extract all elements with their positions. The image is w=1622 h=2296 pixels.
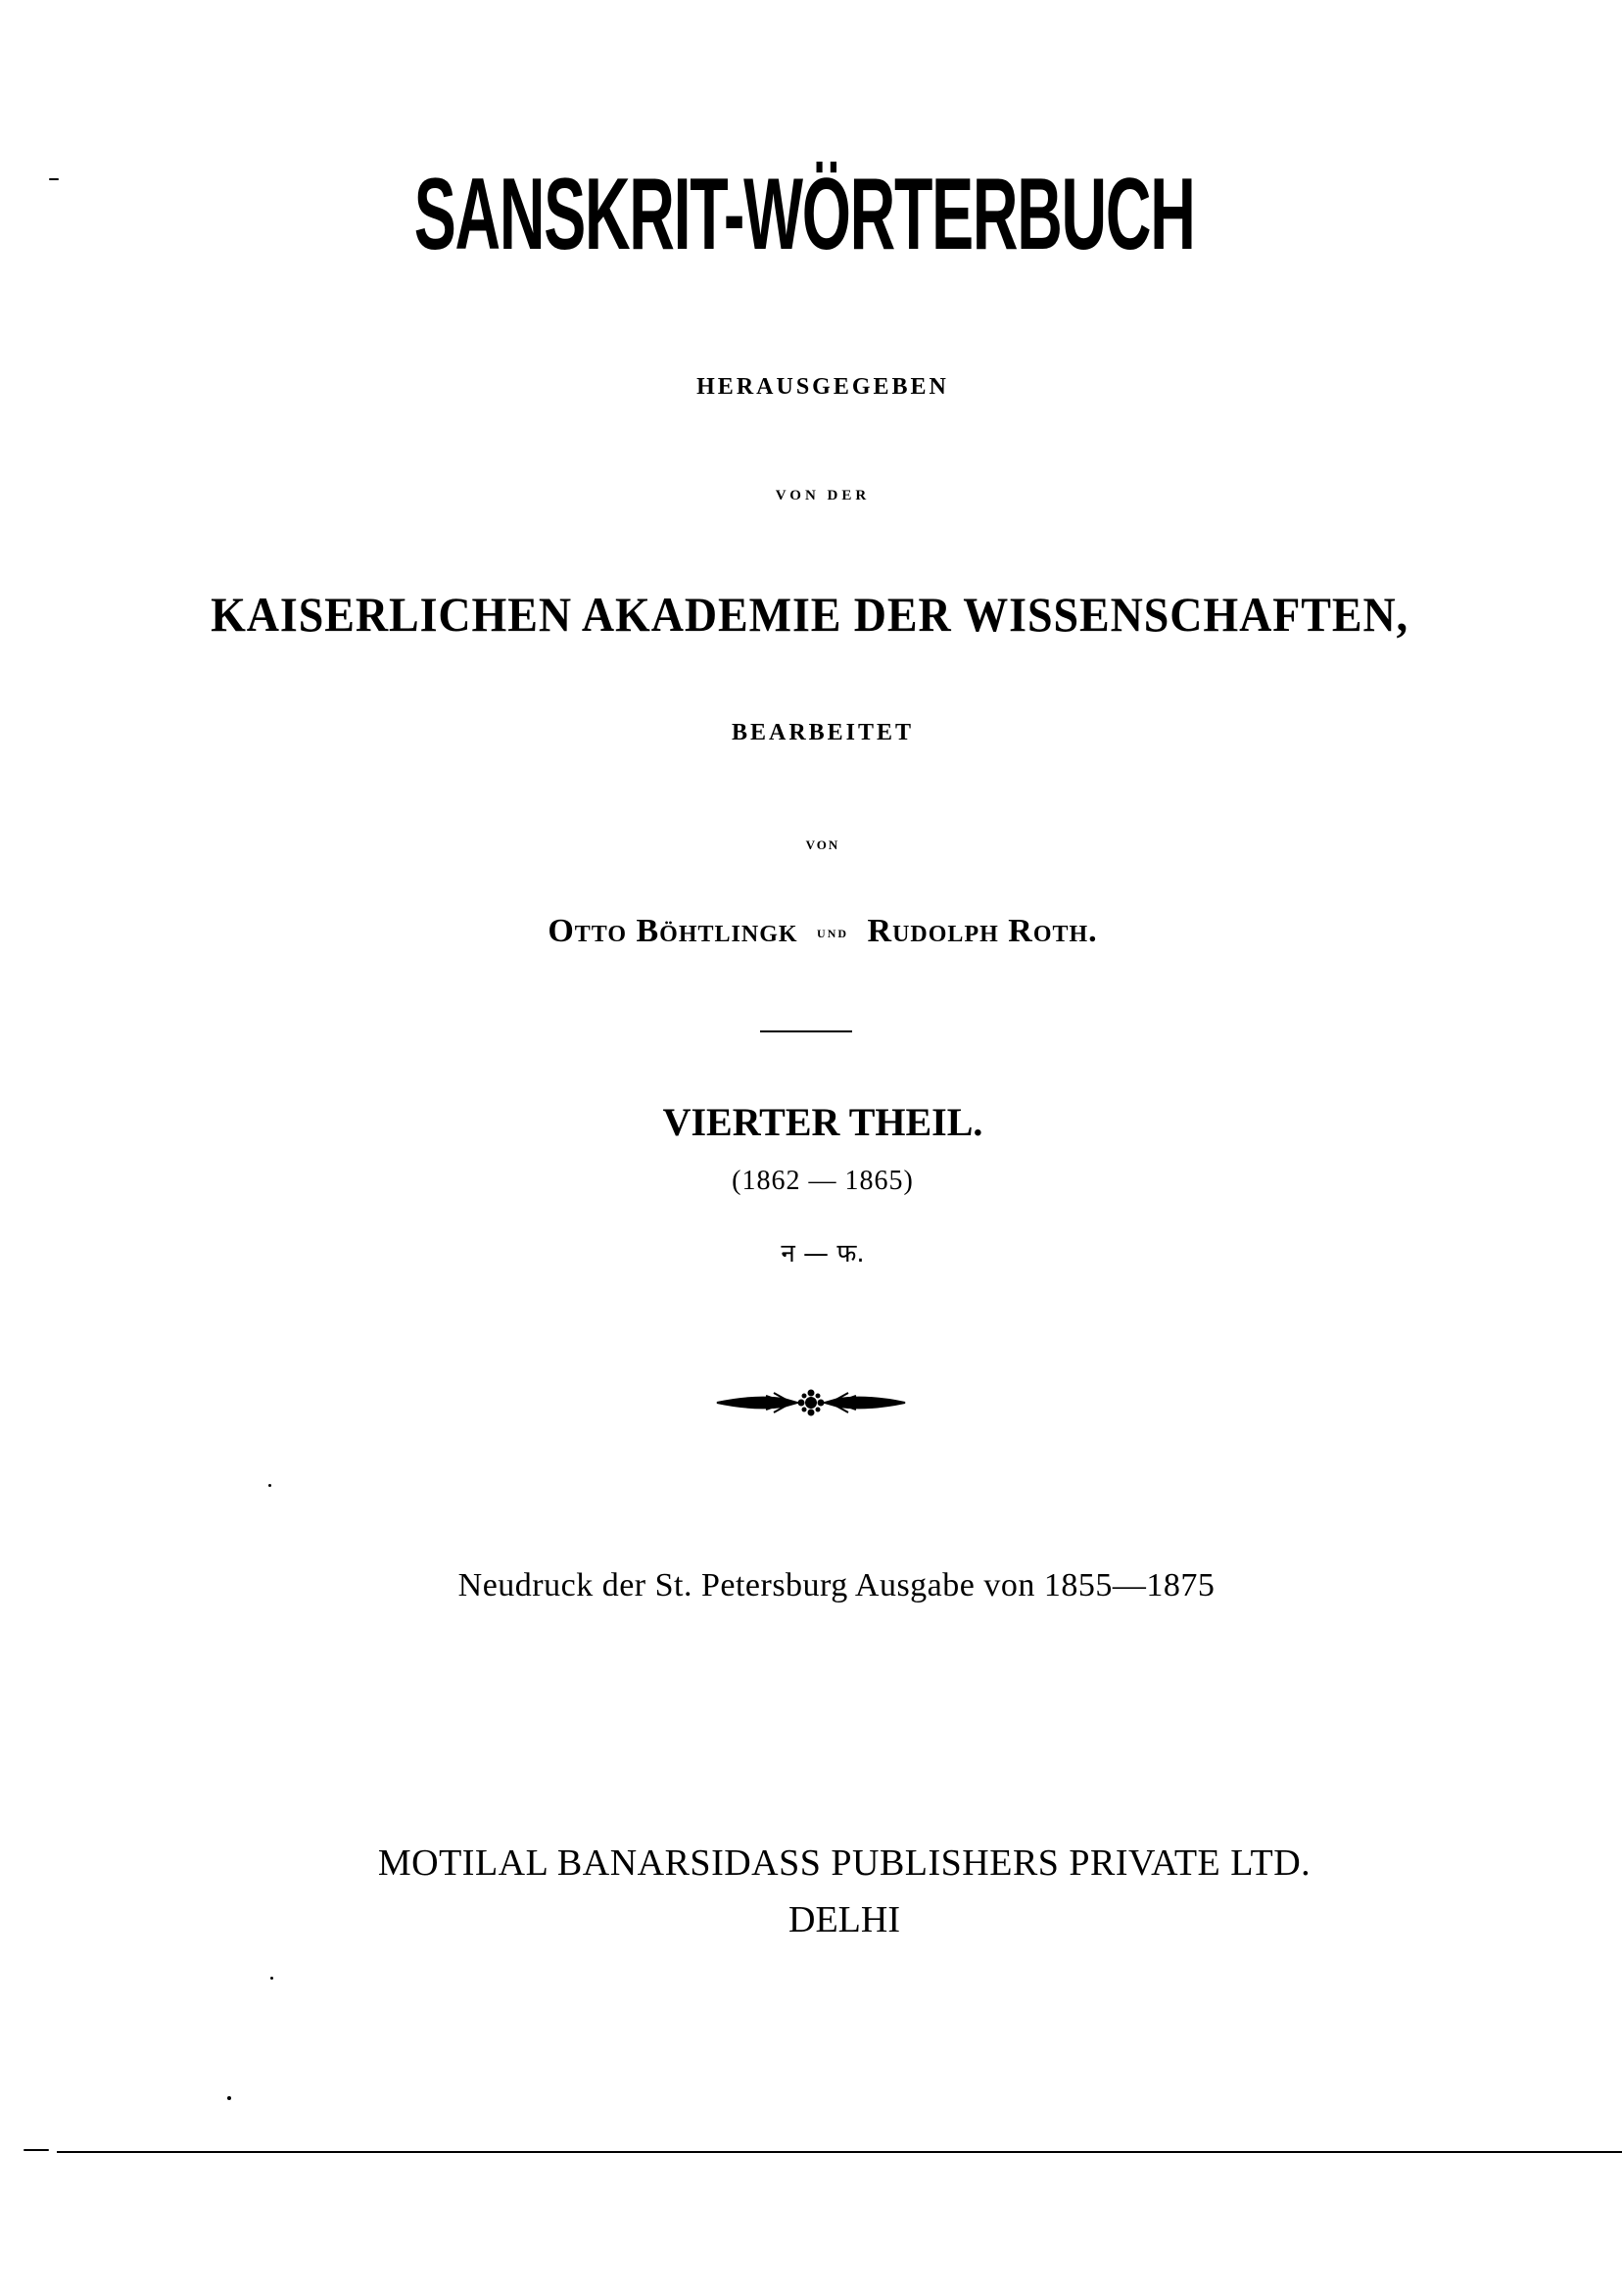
scan-speck: [227, 2096, 231, 2100]
scan-speck: [270, 1977, 273, 1980]
author-roth: Rudolph Roth.: [867, 913, 1098, 949]
reprint-note: Neudruck der St. Petersburg Ausgabe von 1855—1875: [457, 1567, 1216, 1603]
scan-speck: [49, 178, 59, 180]
scan-speck: [24, 2149, 49, 2151]
main-title: SANSKRIT-WÖRTERBUCH: [413, 158, 1195, 271]
volume-title: VIERTER THEIL.: [662, 1100, 983, 1144]
short-divider: [760, 1030, 852, 1032]
edited-by-label: HERAUSGEGEBEN: [696, 374, 949, 400]
publisher-name: MOTILAL BANARSIDASS PUBLISHERS PRIVATE LTD.: [377, 1842, 1312, 1884]
scan-speck: [268, 1484, 271, 1487]
und-label: UND: [817, 926, 849, 940]
von-der-label: VON DER: [775, 488, 871, 503]
ornament-icon: [715, 1386, 907, 1419]
bottom-rule: [57, 2151, 1622, 2153]
publisher-city: DELHI: [788, 1899, 900, 1940]
von-label: VON: [805, 837, 840, 852]
volume-years: (1862 — 1865): [732, 1166, 914, 1196]
compiled-label: BEARBEITET: [731, 720, 915, 745]
author-boehtlingk: Otto Böhtlingk: [548, 913, 798, 949]
academy-name: KAISERLICHEN AKADEMIE DER WISSENSCHAFTEN,: [211, 587, 1409, 642]
authors: [12, 913, 1622, 950]
letter-range: न — फ.: [781, 1239, 865, 1268]
